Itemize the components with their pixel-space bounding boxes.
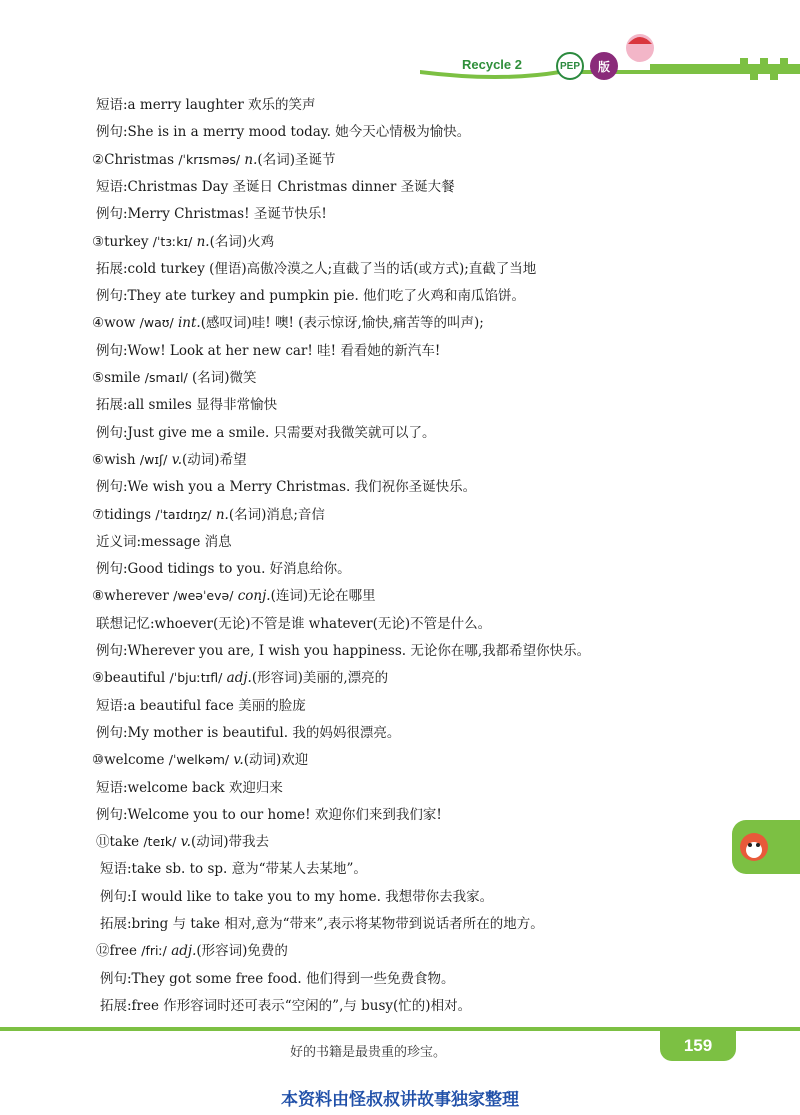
headword: welcome bbox=[104, 752, 165, 769]
entry-detail: 例句:Welcome you to our home! 欢迎你们来到我们家! bbox=[96, 806, 442, 823]
part-of-speech: v. bbox=[233, 752, 244, 769]
entry-detail: 例句:I would like to take you to my home. 我想带你去我家。 bbox=[100, 888, 494, 905]
entry-headword bbox=[92, 314, 484, 332]
entry-detail: 短语:a merry laughter 欢乐的笑声 bbox=[96, 97, 316, 113]
entry-number: ⑩ bbox=[92, 752, 105, 769]
part-of-speech: n. bbox=[196, 233, 210, 250]
entry-detail: 例句:My mother is beautiful. 我的妈妈很漂亮。 bbox=[96, 724, 401, 741]
part-of-speech: v. bbox=[171, 451, 183, 468]
meaning: (动词)希望 bbox=[182, 451, 247, 468]
headword: turkey bbox=[104, 233, 149, 250]
entry-detail: 近义词:message 消息 bbox=[96, 533, 232, 550]
meaning: (名词)火鸡 bbox=[209, 233, 275, 250]
part-of-speech: n. bbox=[244, 151, 258, 168]
phonetic: /ˈtaɪdɪŋz/ bbox=[155, 506, 212, 522]
entry-number: ② bbox=[92, 151, 105, 168]
entry-detail: 例句:Merry Christmas! 圣诞节快乐! bbox=[96, 206, 327, 223]
entry-detail: 拓展:all smiles 显得非常愉快 bbox=[96, 397, 278, 414]
entry-headword bbox=[92, 587, 376, 605]
entry-headword bbox=[92, 506, 325, 524]
headword: beautiful bbox=[104, 670, 166, 687]
phonetic: /wɪʃ/ bbox=[139, 451, 168, 467]
entry-detail: 短语:welcome back 欢迎归来 bbox=[96, 779, 283, 796]
side-tab bbox=[732, 820, 800, 874]
entry-detail: 短语:take sb. to sp. 意为“带某人去某地”。 bbox=[100, 861, 367, 878]
phonetic: /smaɪl/ bbox=[144, 370, 188, 385]
entry-number: ⑧ bbox=[92, 588, 105, 605]
meaning: (名词)消息;音信 bbox=[228, 506, 325, 523]
section-title: Recycle 2 bbox=[462, 57, 522, 72]
meaning: (感叹词)哇! 噢! (表示惊讶,愉快,痛苦等的叫声); bbox=[200, 315, 484, 332]
entry-number: ③ bbox=[92, 233, 105, 250]
entry-detail: 拓展:cold turkey (俚语)高傲冷漠之人;直截了当的话(或方式);直截了当地 bbox=[96, 260, 537, 277]
entry-detail: 例句:They got some free food. 他们得到一些免费食物。 bbox=[100, 970, 455, 987]
meaning: (动词)带我去 bbox=[190, 834, 270, 851]
entry-number: ⑦ bbox=[92, 506, 105, 523]
headword: smile bbox=[104, 370, 141, 386]
entry-headword bbox=[92, 369, 257, 387]
phonetic: /ˈwelkəm/ bbox=[168, 752, 230, 768]
entry-detail: 拓展:free 作形容词时还可表示“空闲的”,与 busy(忙的)相对。 bbox=[100, 997, 472, 1014]
entry-detail: 例句:Wow! Look at her new car! 哇! 看看她的新汽车! bbox=[96, 342, 441, 359]
entry-detail: 例句:She is in a merry mood today. 她今天心情极为愉快。 bbox=[96, 124, 471, 141]
entry-headword bbox=[92, 669, 388, 687]
entry-headword bbox=[92, 233, 274, 251]
meaning: (连词)无论在哪里 bbox=[270, 588, 376, 605]
pep-badge: PEP bbox=[556, 52, 584, 80]
entry-headword bbox=[96, 833, 269, 851]
edition-badge: 版 bbox=[590, 52, 618, 80]
page-header bbox=[0, 0, 800, 90]
phonetic: /weəˈevə/ bbox=[173, 588, 234, 604]
entry-headword bbox=[92, 751, 308, 769]
part-of-speech: v. bbox=[180, 834, 191, 851]
entry-number: ⑫ bbox=[96, 943, 110, 960]
meaning: (形容词)美丽的,漂亮的 bbox=[251, 670, 389, 687]
source-note: 本资料由怪叔叔讲故事独家整理 bbox=[281, 1090, 519, 1109]
headword: wow bbox=[104, 315, 136, 332]
meaning: (动词)欢迎 bbox=[243, 752, 309, 769]
headword: wish bbox=[104, 451, 136, 468]
part-of-speech: adj. bbox=[171, 943, 197, 960]
entry-number: ⑤ bbox=[92, 370, 105, 386]
phonetic: /ˈtɜːkɪ/ bbox=[152, 233, 193, 249]
part-of-speech: conj. bbox=[237, 588, 271, 605]
entry-detail: 短语:a beautiful face 美丽的脸庞 bbox=[96, 697, 306, 714]
meaning: (名词)微笑 bbox=[191, 370, 257, 386]
part-of-speech: adj. bbox=[226, 670, 252, 687]
entry-detail: 例句:Just give me a smile. 只需要对我微笑就可以了。 bbox=[96, 424, 436, 441]
entry-headword bbox=[92, 451, 247, 469]
phonetic: /teɪk/ bbox=[143, 834, 177, 850]
entry-number: ④ bbox=[92, 315, 105, 332]
entry-detail: 联想记忆:whoever(无论)不管是谁 whatever(无论)不管是什么。 bbox=[96, 615, 492, 632]
entry-headword bbox=[92, 151, 335, 169]
headword: free bbox=[109, 943, 137, 960]
entry-detail: 例句:Wherever you are, I wish you happiness. 无论你在哪,我都希望你快乐。 bbox=[96, 643, 591, 659]
headword: wherever bbox=[104, 588, 169, 605]
entry-number: ⑨ bbox=[92, 670, 105, 687]
entry-detail: 例句:We wish you a Merry Christmas. 我们祝你圣诞快乐。 bbox=[96, 479, 477, 496]
footer-motto: 好的书籍是最贵重的珍宝。 bbox=[290, 1044, 447, 1059]
entry-detail: 例句:Good tidings to you. 好消息给你。 bbox=[96, 561, 351, 578]
page-number: 159 bbox=[660, 1031, 736, 1061]
part-of-speech: int. bbox=[177, 315, 201, 332]
headword: tidings bbox=[104, 506, 152, 523]
phonetic: /waʊ/ bbox=[139, 315, 174, 331]
phonetic: /ˈkrɪsməs/ bbox=[178, 151, 241, 167]
headword: take bbox=[109, 834, 140, 851]
meaning: (形容词)免费的 bbox=[196, 943, 288, 960]
header-decoration bbox=[0, 0, 800, 90]
meaning: (名词)圣诞节 bbox=[257, 151, 336, 168]
entry-number: ⑪ bbox=[96, 834, 110, 851]
entry-detail: 拓展:bring 与 take 相对,意为“带来”,表示将某物带到说话者所在的地方。 bbox=[100, 916, 544, 932]
headword: Christmas bbox=[104, 151, 175, 168]
fox-mascot-icon bbox=[732, 820, 800, 874]
phonetic: /friː/ bbox=[141, 943, 167, 959]
entry-detail: 例句:They ate turkey and pumpkin pie. 他们吃了火鸡和南瓜馅饼。 bbox=[96, 288, 526, 305]
phonetic: /ˈbjuːtɪfl/ bbox=[169, 670, 223, 686]
entry-number: ⑥ bbox=[92, 451, 105, 468]
part-of-speech: n. bbox=[215, 506, 229, 523]
entry-headword bbox=[96, 942, 288, 960]
entry-detail: 短语:Christmas Day 圣诞日 Christmas dinner 圣诞大餐 bbox=[96, 178, 455, 195]
